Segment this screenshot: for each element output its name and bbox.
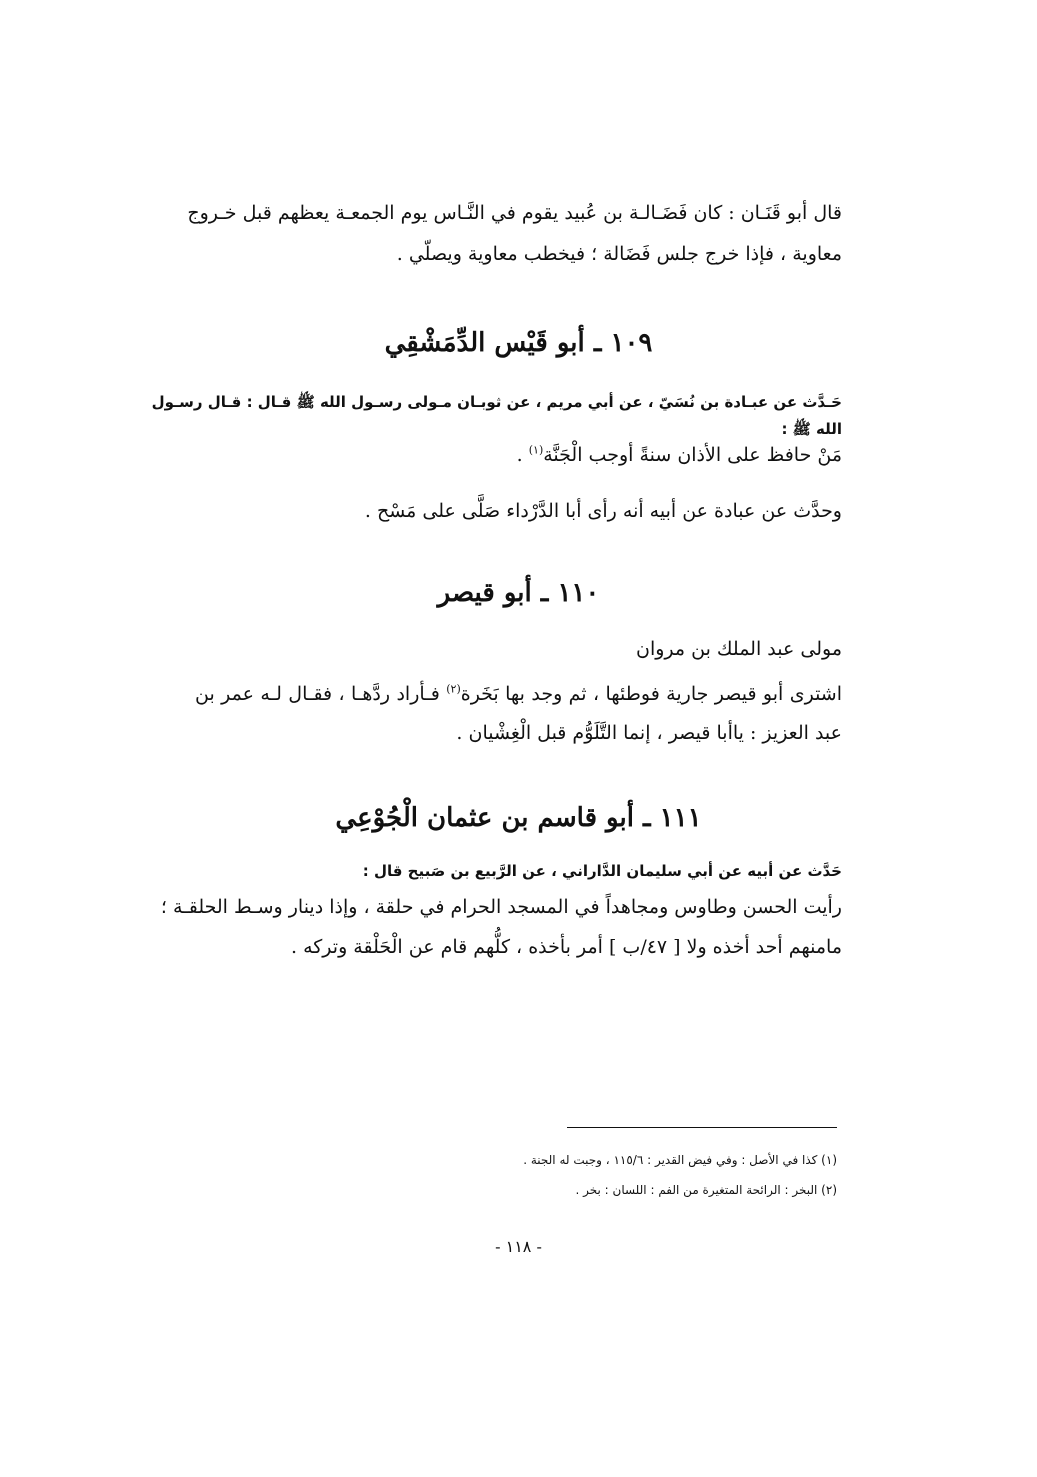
entry-111-line-1: رأيت الحسن وطاوس ومجاهداً في المسجد الحرام في حلقة ، وإذا دينار وسـط الحلقـة ؛ xyxy=(160,896,842,918)
footnote-2: (٢) البخر : الرائحة المتغيرة من الفم : اللسان : بخر . xyxy=(575,1183,837,1197)
story-part-2: فـأراد ردَّهـا ، فقـال لـه عمر بن xyxy=(195,683,447,705)
footnote-divider xyxy=(567,1127,837,1128)
footnote-1: (١) كذا في الأصل : وفي فيض القدير : ١١٥/٦ ، وجبت له الجنة . xyxy=(523,1153,837,1167)
entry-109-chain-line-1: حَـدَّث عن عبـادة بن نُسَيّ ، عن أبي مريم ، عن ثوبـان مـولى رسـول الله ﷺ قـال : قـال رسـول xyxy=(151,393,842,411)
entry-110-story-line-1 xyxy=(195,683,842,705)
entry-110-intro: مولى عبد الملك بن مروان xyxy=(636,638,842,660)
hadith-end: . xyxy=(516,444,529,466)
entry-109-heading: ١٠٩ ـ أبو قَيْس الدِّمَشْقِي xyxy=(384,328,653,358)
entry-111-line-2: مامنهم أحد أخذه ولا [ ٤٧/ب ] أمر بأخذه ، كلُّهم قام عن الْحَلْقة وتركه . xyxy=(290,936,842,958)
hadith-text: مَنْ حافظ على الأذان سنةً أوجب الْجَنَّة xyxy=(543,444,842,466)
page-number: - ١١٨ - xyxy=(495,1237,542,1256)
story-part-1: اشترى أبو قيصر جارية فوطئها ، ثم وجد بها بَخَرة xyxy=(460,683,842,705)
entry-109-chain-line-2: الله ﷺ : xyxy=(781,420,842,438)
entry-111-heading: ١١١ ـ أبو قاسم بن عثمان الْجُوْعِي xyxy=(335,803,702,833)
entry-109-hadith-line xyxy=(517,444,842,466)
footnote-ref-2: (٢) xyxy=(446,682,461,696)
entry-109-narration: وحدَّث عن عبادة عن أبيه أنه رأى أبا الدَّرْداء صَلَّى على مَسْح . xyxy=(364,500,842,522)
entry-110-heading: ١١٠ ـ أبو قيصر xyxy=(437,578,600,608)
paragraph-line-2: معاوية ، فإذا خرج جلس فَضَالة ؛ فيخطب معاوية ويصلّي . xyxy=(396,243,842,265)
entry-111-chain: حَدَّث عن أبيه عن أبي سليمان الدَّاراني ، عن الرَّبيع بن صَبيح قال : xyxy=(362,862,842,880)
footnote-ref-1: (١) xyxy=(528,443,544,457)
entry-110-story-line-2: عبد العزيز : ياأبا قيصر ، إنما التَّلَوُّم قبل الْغِشْيان . xyxy=(456,722,842,744)
paragraph-line-1: قال أبو قَنَـان : كان فَضَـالـة بن عُبيد يقوم في النَّـاس يوم الجمعـة يعظهم قبل خـروج xyxy=(187,202,842,224)
